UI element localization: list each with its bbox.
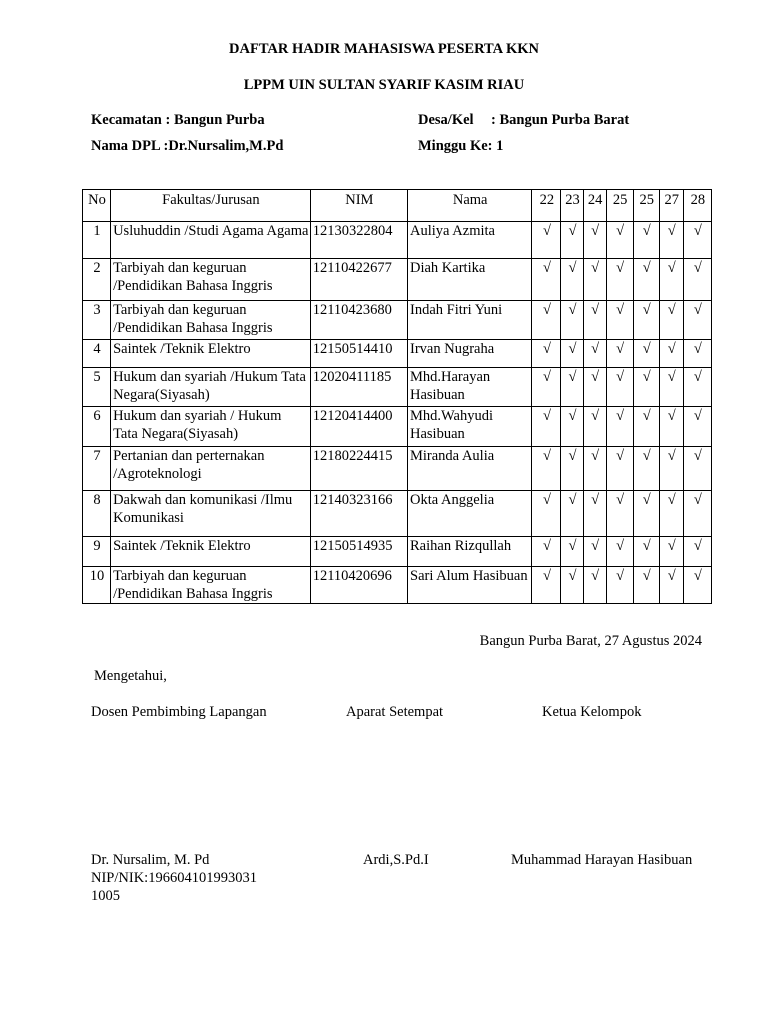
attendance-check-cell: √	[606, 368, 633, 407]
row-nama-cell: Diah Kartika	[408, 259, 532, 301]
attendance-table	[82, 189, 712, 604]
attendance-check-cell: √	[583, 447, 606, 491]
row-nama-cell: Mhd.Harayan Hasibuan	[408, 368, 532, 407]
row-fakultas-cell: Usluhuddin /Studi Agama Agama	[111, 222, 311, 259]
row-nama-cell: Auliya Azmita	[408, 222, 532, 259]
attendance-check-cell: √	[633, 259, 659, 301]
row-nim-cell: 12130322804	[310, 222, 407, 259]
col-header-day: 22	[532, 190, 561, 222]
attendance-check-cell: √	[659, 491, 683, 537]
attendance-check-cell: √	[633, 491, 659, 537]
attendance-check-cell: √	[583, 491, 606, 537]
row-fakultas-cell: Saintek /Teknik Elektro	[111, 537, 311, 567]
table-row	[83, 537, 712, 567]
attendance-check-cell: √	[532, 340, 561, 368]
attendance-check-cell: √	[532, 259, 561, 301]
attendance-check-cell: √	[606, 537, 633, 567]
attendance-check-cell: √	[583, 407, 606, 447]
attendance-check-cell: √	[659, 301, 683, 340]
row-nim-cell: 12110423680	[310, 301, 407, 340]
row-nim-cell: 12110420696	[310, 567, 407, 604]
row-fakultas-cell: Tarbiyah dan keguruan /Pendidikan Bahasa Inggris	[111, 567, 311, 604]
attendance-check-cell: √	[561, 222, 583, 259]
col-header-day: 23	[561, 190, 583, 222]
attendance-check-cell: √	[561, 447, 583, 491]
attendance-check-cell: √	[683, 537, 711, 567]
attendance-check-cell: √	[561, 259, 583, 301]
row-nama-cell: Indah Fitri Yuni	[408, 301, 532, 340]
row-fakultas-cell: Dakwah dan komunikasi /Ilmu Komunikasi	[111, 491, 311, 537]
attendance-check-cell: √	[561, 567, 583, 604]
row-no-cell: 1	[83, 222, 111, 259]
attendance-check-cell: √	[606, 301, 633, 340]
table-row	[83, 222, 712, 259]
col-header-day: 25	[606, 190, 633, 222]
row-fakultas-cell: Hukum dan syariah /Hukum Tata Negara(Siyasah)	[111, 368, 311, 407]
table-header-row	[83, 190, 712, 222]
row-fakultas-cell: Pertanian dan perternakan /Agroteknologi	[111, 447, 311, 491]
attendance-check-cell: √	[561, 537, 583, 567]
attendance-check-cell: √	[583, 537, 606, 567]
kecamatan-label: Kecamatan : Bangun Purba	[91, 112, 265, 128]
attendance-check-cell: √	[561, 340, 583, 368]
attendance-check-cell: √	[659, 567, 683, 604]
attendance-check-cell: √	[683, 340, 711, 368]
mengetahui-label: Mengetahui,	[94, 668, 167, 684]
row-nim-cell: 12120414400	[310, 407, 407, 447]
attendance-check-cell: √	[606, 491, 633, 537]
attendance-check-cell: √	[633, 447, 659, 491]
attendance-check-cell: √	[683, 301, 711, 340]
col-header-fakultas: Fakultas/Jurusan	[111, 190, 311, 222]
attendance-check-cell: √	[659, 537, 683, 567]
attendance-check-cell: √	[683, 368, 711, 407]
attendance-check-cell: √	[606, 567, 633, 604]
attendance-check-cell: √	[683, 259, 711, 301]
attendance-check-cell: √	[561, 491, 583, 537]
row-no-cell: 6	[83, 407, 111, 447]
signer-ketua-name: Muhammad Harayan Hasibuan	[511, 852, 693, 868]
table-row	[83, 567, 712, 604]
row-fakultas-cell: Hukum dan syariah / Hukum Tata Negara(Siyasah)	[111, 407, 311, 447]
attendance-check-cell: √	[606, 447, 633, 491]
role-aparat: Aparat Setempat	[346, 704, 444, 720]
attendance-check-cell: √	[532, 222, 561, 259]
attendance-check-cell: √	[532, 301, 561, 340]
attendance-check-cell: √	[633, 222, 659, 259]
table-row	[83, 407, 712, 447]
row-no-cell: 9	[83, 537, 111, 567]
col-header-nama: Nama	[408, 190, 532, 222]
attendance-check-cell: √	[532, 368, 561, 407]
attendance-check-cell: √	[633, 340, 659, 368]
row-nama-cell: Okta Anggelia	[408, 491, 532, 537]
row-nim-cell: 12140323166	[310, 491, 407, 537]
table-row	[83, 340, 712, 368]
row-no-cell: 5	[83, 368, 111, 407]
attendance-check-cell: √	[561, 368, 583, 407]
row-no-cell: 4	[83, 340, 111, 368]
attendance-check-cell: √	[633, 537, 659, 567]
col-header-nim: NIM	[310, 190, 407, 222]
attendance-check-cell: √	[606, 407, 633, 447]
attendance-check-cell: √	[659, 340, 683, 368]
signer-dosen-nip: NIP/NIK:196604101993031	[91, 870, 257, 886]
table-row	[83, 491, 712, 537]
attendance-check-cell: √	[606, 259, 633, 301]
col-header-day: 24	[583, 190, 606, 222]
attendance-check-cell: √	[583, 222, 606, 259]
row-nama-cell: Mhd.Wahyudi Hasibuan	[408, 407, 532, 447]
table-row	[83, 447, 712, 491]
minggu-label: Minggu Ke: 1	[418, 138, 504, 154]
row-no-cell: 3	[83, 301, 111, 340]
signer-dosen-nip-cont: 1005	[91, 888, 120, 904]
col-header-day: 25	[633, 190, 659, 222]
signer-aparat-name: Ardi,S.Pd.I	[363, 852, 429, 868]
row-no-cell: 10	[83, 567, 111, 604]
attendance-check-cell: √	[683, 447, 711, 491]
attendance-check-cell: √	[532, 447, 561, 491]
attendance-check-cell: √	[683, 222, 711, 259]
attendance-check-cell: √	[532, 491, 561, 537]
row-nama-cell: Sari Alum Hasibuan	[408, 567, 532, 604]
dpl-label: Nama DPL :Dr.Nursalim,M.Pd	[91, 138, 284, 154]
attendance-check-cell: √	[633, 407, 659, 447]
attendance-check-cell: √	[659, 447, 683, 491]
attendance-check-cell: √	[583, 567, 606, 604]
col-header-day: 27	[659, 190, 683, 222]
attendance-check-cell: √	[633, 301, 659, 340]
row-nim-cell: 12110422677	[310, 259, 407, 301]
role-ketua: Ketua Kelompok	[542, 704, 642, 720]
place-date: Bangun Purba Barat, 27 Agustus 2024	[479, 633, 702, 649]
col-header-day: 28	[683, 190, 711, 222]
desa-label: Desa/Kel	[418, 112, 474, 128]
attendance-check-cell: √	[561, 407, 583, 447]
row-nama-cell: Miranda Aulia	[408, 447, 532, 491]
attendance-check-cell: √	[583, 340, 606, 368]
table-row	[83, 301, 712, 340]
attendance-check-cell: √	[606, 340, 633, 368]
attendance-check-cell: √	[683, 407, 711, 447]
attendance-check-cell: √	[659, 222, 683, 259]
attendance-check-cell: √	[633, 567, 659, 604]
attendance-check-cell: √	[561, 301, 583, 340]
row-fakultas-cell: Saintek /Teknik Elektro	[111, 340, 311, 368]
attendance-check-cell: √	[683, 491, 711, 537]
desa-value: : Bangun Purba Barat	[491, 112, 630, 128]
role-dosen: Dosen Pembimbing Lapangan	[91, 704, 267, 720]
attendance-check-cell: √	[583, 259, 606, 301]
document-title: DAFTAR HADIR MAHASISWA PESERTA KKN	[229, 41, 539, 57]
attendance-check-cell: √	[659, 259, 683, 301]
attendance-check-cell: √	[532, 567, 561, 604]
row-no-cell: 2	[83, 259, 111, 301]
attendance-check-cell: √	[532, 537, 561, 567]
attendance-check-cell: √	[659, 407, 683, 447]
document-subtitle: LPPM UIN SULTAN SYARIF KASIM RIAU	[243, 77, 525, 93]
row-nama-cell: Irvan Nugraha	[408, 340, 532, 368]
attendance-check-cell: √	[583, 368, 606, 407]
table-row	[83, 368, 712, 407]
attendance-check-cell: √	[633, 368, 659, 407]
row-nim-cell: 12150514410	[310, 340, 407, 368]
row-nim-cell: 12020411185	[310, 368, 407, 407]
row-nama-cell: Raihan Rizqullah	[408, 537, 532, 567]
row-no-cell: 8	[83, 491, 111, 537]
attendance-check-cell: √	[659, 368, 683, 407]
signer-dosen-name: Dr. Nursalim, M. Pd	[91, 852, 210, 868]
row-nim-cell: 12180224415	[310, 447, 407, 491]
attendance-check-cell: √	[532, 407, 561, 447]
row-nim-cell: 12150514935	[310, 537, 407, 567]
attendance-check-cell: √	[583, 301, 606, 340]
attendance-check-cell: √	[606, 222, 633, 259]
table-row	[83, 259, 712, 301]
attendance-check-cell: √	[683, 567, 711, 604]
row-fakultas-cell: Tarbiyah dan keguruan /Pendidikan Bahasa Inggris	[111, 259, 311, 301]
col-header-no: No	[83, 190, 111, 222]
row-no-cell: 7	[83, 447, 111, 491]
row-fakultas-cell: Tarbiyah dan keguruan /Pendidikan Bahasa Inggris	[111, 301, 311, 340]
